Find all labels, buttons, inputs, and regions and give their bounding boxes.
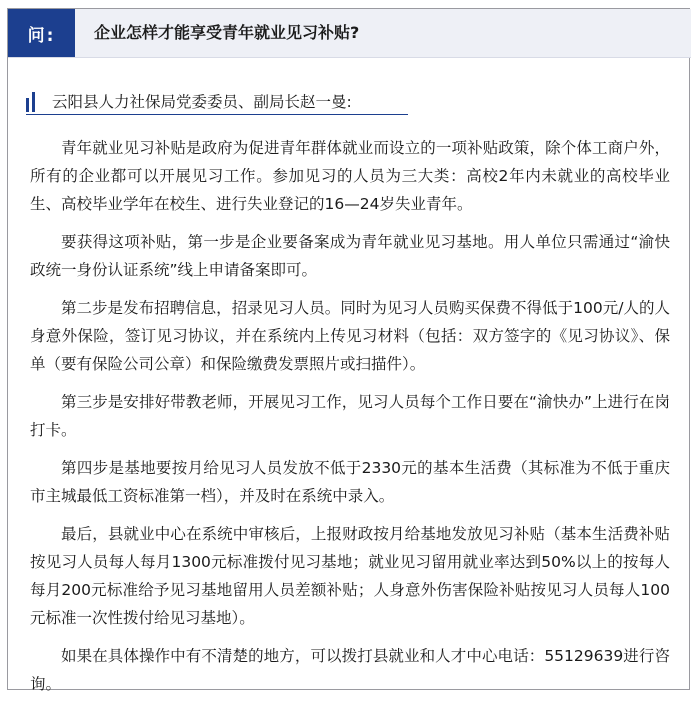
paragraph-step-2: 第二步是发布招聘信息，招录见习人员。同时为见习人员购买保费不得低于100元/人的人身意外保险，签订见习协议，并在系统内上传见习材料（包括：双方签字的《见习协议》、保单（要有保险公司公章）和保险缴费发票照片或扫描件）。 xyxy=(30,299,670,373)
question-header xyxy=(8,9,691,58)
speaker-marker-bar-tall xyxy=(32,92,35,112)
question-title: 企业怎样才能享受青年就业见习补贴? xyxy=(94,23,360,42)
answer-body xyxy=(30,134,670,708)
paragraph-step-3: 第三步是安排好带教老师，开展见习工作，见习人员每个工作日要在“渝快办”上进行在岗打卡。 xyxy=(30,393,670,439)
paragraph-step-1: 要获得这项补贴，第一步是企业要备案成为青年就业见习基地。用人单位只需通过“渝快政统一身份认证系统”线上申请备案即可。 xyxy=(30,233,670,279)
speaker-marker-bar-short xyxy=(26,98,29,112)
paragraph-step-4: 第四步是基地要按月给见习人员发放不低于2330元的基本生活费（其标准为不低于重庆市主城最低工资标准第一档），并及时在系统中录入。 xyxy=(30,459,670,505)
speaker-heading xyxy=(26,84,408,115)
paragraph-intro: 青年就业见习补贴是政府为促进青年群体就业而设立的一项补贴政策，除个体工商户外，所有的企业都可以开展见习工作。参加见习的人员为三大类：高校2年内未就业的高校毕业生、高校毕业学年在校生、进行失业登记的16—24岁失业青年。 xyxy=(30,139,670,213)
paragraph-final: 最后，县就业中心在系统中审核后，上报财政按月给基地发放见习补贴（基本生活费补贴按见习人员每人每月1300元标准拨付见习基地；就业见习留用就业率达到50%以上的按每人每月200元标准给予见习基地留用人员差额补贴；人身意外伤害保险补贴按见习人员每人100元标准一次性拨付给见习基地）。 xyxy=(30,525,670,627)
speaker-name: 云阳县人力社保局党委委员、副局长赵一曼: xyxy=(52,93,352,111)
question-badge: 问: xyxy=(8,9,75,57)
paragraph-contact: 如果在具体操作中有不清楚的地方，可以拨打县就业和人才中心电话：55129639进行咨询。 xyxy=(30,647,670,693)
